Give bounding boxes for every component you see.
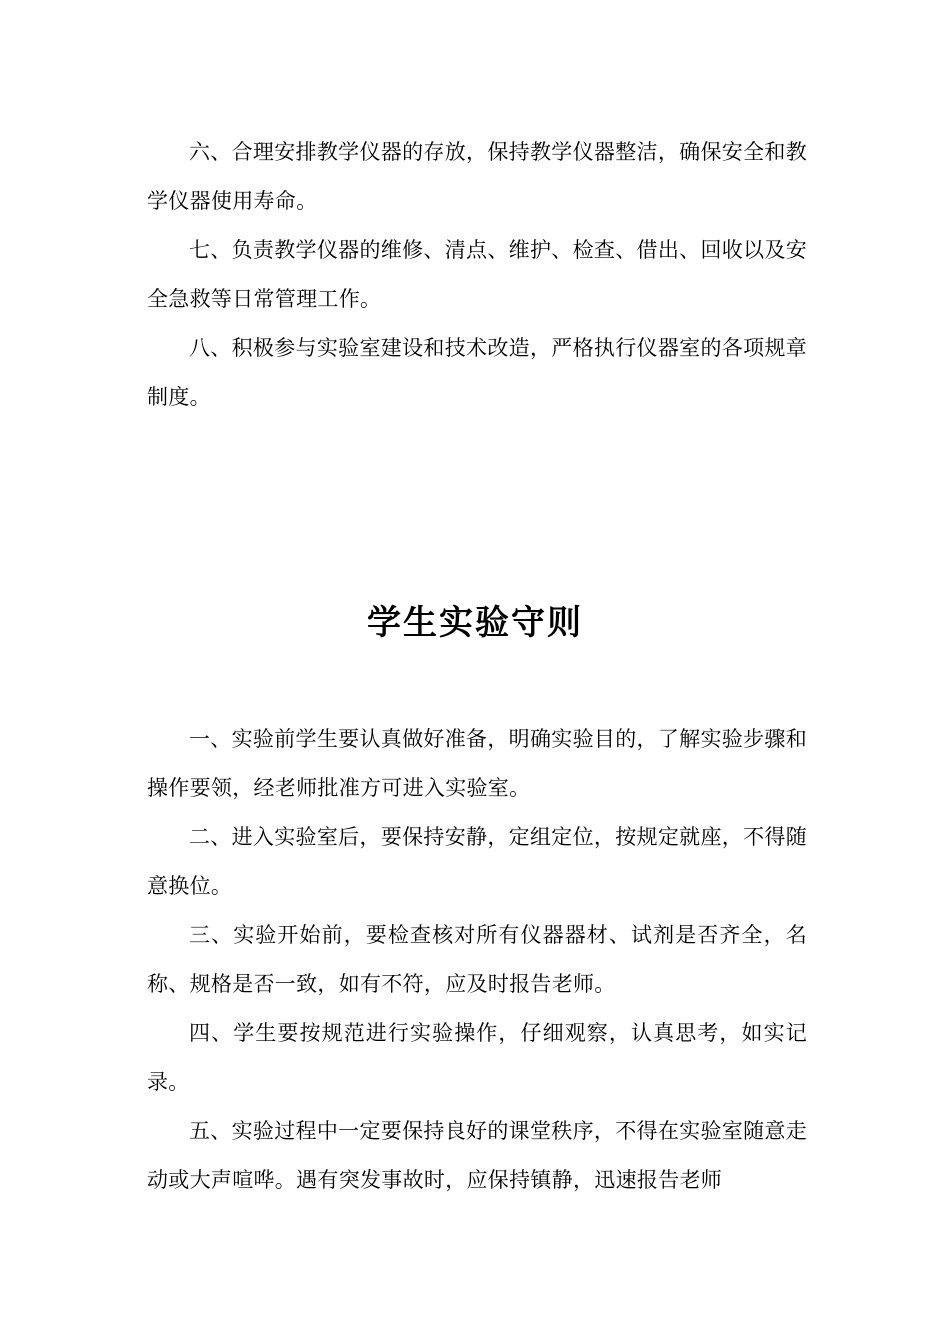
rule-four: 四、学生要按规范进行实验操作，仔细观察，认真思考，如实记录。	[147, 1021, 807, 1094]
paragraph-six: 六、合理安排教学仪器的存放，保持教学仪器整洁，确保安全和教学仪器使用寿命。	[147, 140, 807, 213]
rule-one: 一、实验前学生要认真做好准备，明确实验目的，了解实验步骤和操作要领，经老师批准方可进入实验室。	[147, 727, 807, 800]
rule-three: 三、实验开始前，要检查核对所有仪器器材、试剂是否齐全，名称、规格是否一致，如有不符，应及时报告老师。	[147, 923, 807, 996]
student-lab-rules	[147, 715, 807, 1205]
paragraph-eight: 八、积极参与实验室建设和技术改造，严格执行仪器室的各项规章制度。	[147, 336, 807, 409]
rule-five: 五、实验过程中一定要保持良好的课堂秩序，不得在实验室随意走动或大声喧哗。遇有突发事故时，应保持镇静，迅速报告老师	[147, 1119, 807, 1192]
rule-two: 二、进入实验室后，要保持安静，定组定位，按规定就座，不得随意换位。	[147, 825, 807, 898]
instrument-room-duties	[147, 128, 807, 422]
paragraph-seven: 七、负责教学仪器的维修、清点、维护、检查、借出、回收以及安全急救等日常管理工作。	[147, 238, 807, 311]
section-title: 学生实验守则	[367, 603, 583, 643]
